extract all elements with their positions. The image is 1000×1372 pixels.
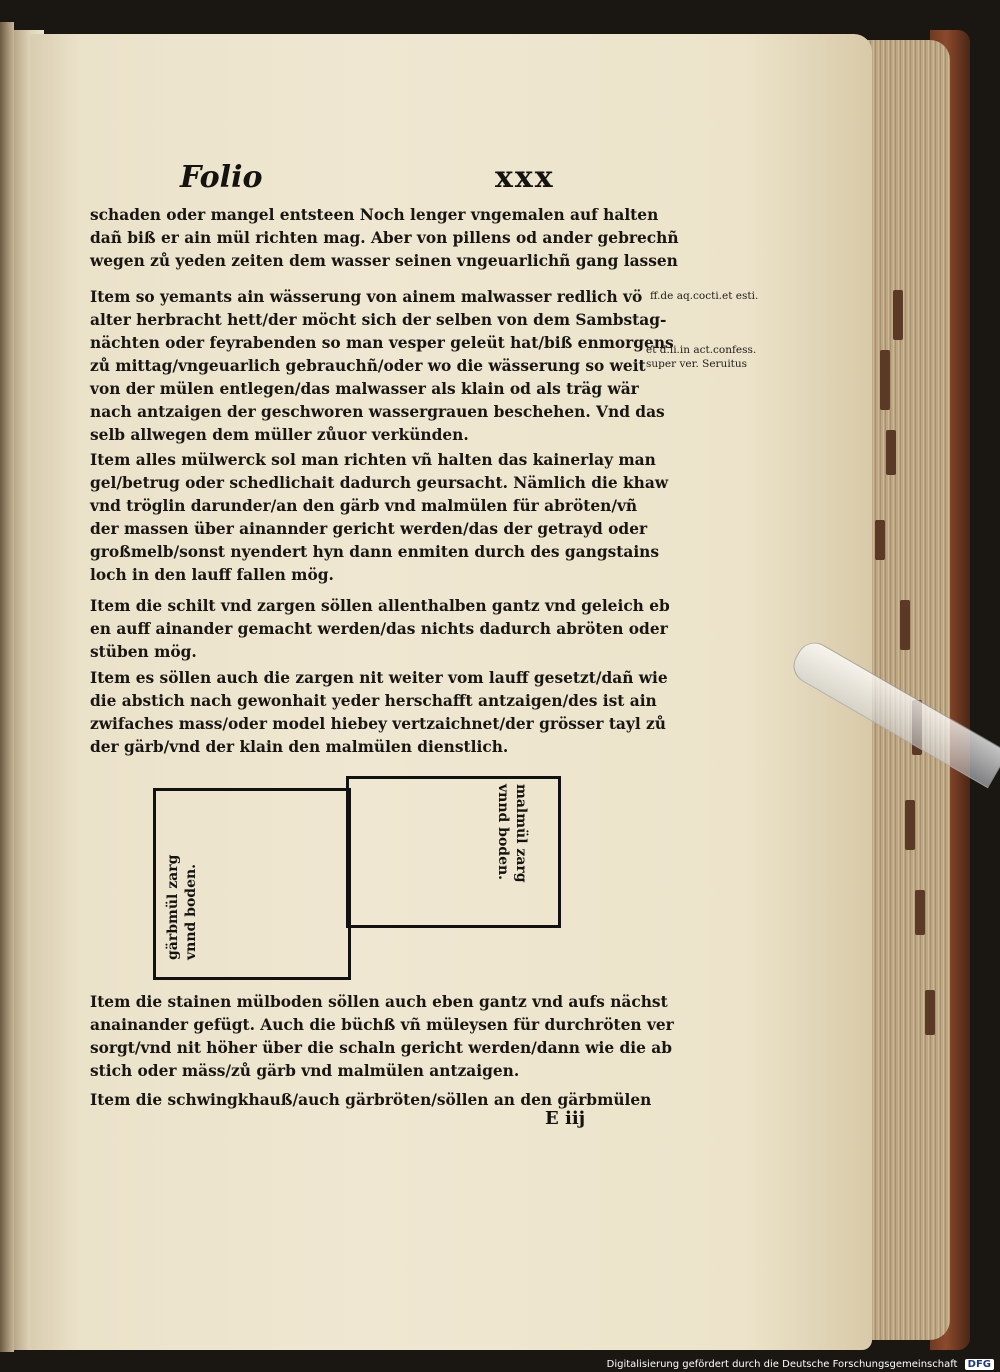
index-tab — [886, 430, 896, 475]
text-line: alter herbracht hett/der möcht sich der selben von dem Sambstag- — [90, 311, 667, 329]
text-line: Item alles mülwerck sol man richten vñ halten das kainerlay man — [90, 451, 656, 469]
text-line: anainander gefügt. Auch die büchß vñ müleysen für durchröten ver — [90, 1016, 674, 1034]
index-tab — [900, 600, 910, 650]
text-line: von der mülen entlegen/das malwasser als klain od als träg wär — [90, 380, 639, 398]
margin-note: et d.li.in act.confess. — [646, 344, 757, 356]
text-line: die abstich nach gewonhait yeder herschafft antzaigen/des ist ain — [90, 692, 657, 710]
text-line: loch in den lauff fallen mög. — [90, 566, 334, 584]
text-line: vnd tröglin darunder/an den gärb vnd malmülen für abröten/vñ — [90, 497, 638, 515]
index-tab — [875, 520, 885, 560]
index-tab — [893, 290, 903, 340]
text-line: zwifaches mass/oder model hiebey vertzaichnet/der grösser tayl zů — [90, 715, 666, 733]
text-line: Item die schwingkhauß/auch gärbröten/söllen an den gärbmülen — [90, 1091, 652, 1109]
text-line: wegen zů yeden zeiten dem wasser seinen vngeuarlichñ gang lassen — [90, 252, 678, 270]
index-tab — [880, 350, 890, 410]
footer-text: Digitalisierung gefördert durch die Deutsche Forschungsgemeinschaft — [606, 1359, 958, 1370]
text-line: der gärb/vnd der klain den malmülen dienstlich. — [90, 738, 509, 756]
folio-number: xxx — [495, 160, 555, 195]
text-line: schaden oder mangel entsteen Noch lenger vngemalen auf halten — [90, 206, 659, 224]
dfg-logo: DFG — [965, 1359, 994, 1370]
text-line: zů mittag/vngeuarlich gebrauchñ/oder wo die wässerung so weit — [90, 357, 646, 375]
text-line: stüben mög. — [90, 643, 197, 661]
signature-mark: E iij — [545, 1108, 586, 1129]
text-line: nächten oder feyrabenden so man vesper geleüt hat/biß enmorgens — [90, 334, 674, 352]
text-line: stich oder mäss/zů gärb vnd malmülen antzaigen. — [90, 1062, 520, 1080]
text-line: Item die stainen mülboden söllen auch eben gantz vnd aufs nächst — [90, 993, 668, 1011]
text-line: gel/betrug oder schedlichait dadurch geursacht. Nämlich die khaw — [90, 474, 669, 492]
margin-note: ff.de aq.cocti.et esti. — [650, 290, 759, 302]
diagram-label-left: gärbmül zarg vnnd boden. — [165, 854, 199, 960]
text-line: dañ biß er ain mül richten mag. Aber von pillens od ander gebrechñ — [90, 229, 679, 247]
index-tab — [915, 890, 925, 935]
text-line: großmelb/sonst nyendert hyn dann enmiten durch des gangstains — [90, 543, 660, 561]
text-line: nach antzaigen der geschworen wassergrauen beschehen. Vnd das — [90, 403, 665, 421]
index-tab — [905, 800, 915, 850]
text-line: en auff ainander gemacht werden/das nichts dadurch abröten oder — [90, 620, 668, 638]
folio-title: Folio — [180, 160, 263, 195]
left-page-edge — [0, 22, 14, 1352]
text-line: Item so yemants ain wässerung von ainem malwasser redlich vö — [90, 288, 643, 306]
diagram-label-right: malmül zarg vnnd boden. — [495, 784, 529, 883]
margin-note: super ver. Seruitus — [646, 358, 748, 370]
index-tab — [925, 990, 935, 1035]
text-line: Item die schilt vnd zargen söllen allenthalben gantz vnd geleich eb — [90, 597, 670, 615]
footer-credit — [607, 1359, 994, 1370]
text-line: selb allwegen dem müller zůuor verkünden. — [90, 426, 469, 444]
text-line: der massen über ainannder gericht werden/das der getrayd oder — [90, 520, 648, 538]
text-line: Item es söllen auch die zargen nit weiter vom lauff gesetzt/dañ wie — [90, 669, 668, 687]
text-line: sorgt/vnd nit höher über die schaln gericht werden/dann wie die ab — [90, 1039, 673, 1057]
